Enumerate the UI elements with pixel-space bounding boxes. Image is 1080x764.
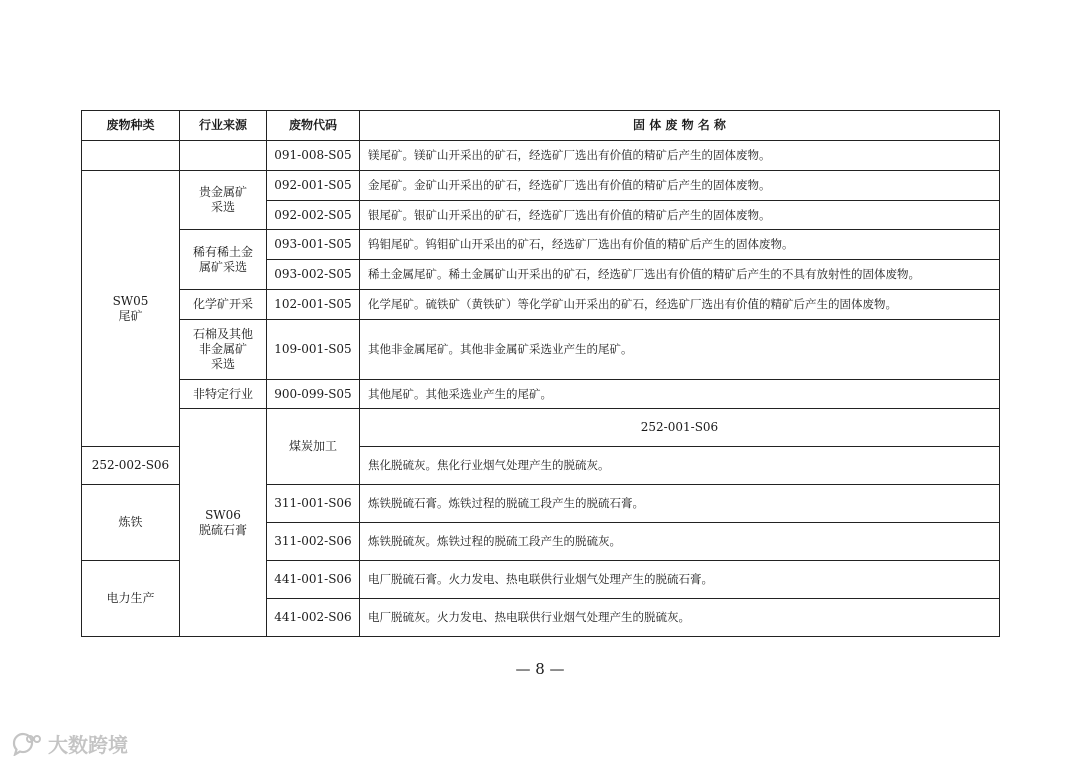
- waste-code: 093-002-S05: [267, 260, 360, 290]
- header-name: 固 体 废 物 名 称: [360, 111, 1000, 141]
- empty-industry-cell: [180, 141, 267, 171]
- table-row: [82, 290, 1000, 320]
- waste-description: 其他尾矿。其他采选业产生的尾矿。: [360, 380, 1000, 409]
- waste-description: 电厂脱硫石膏。火力发电、热电联供行业烟气处理产生的脱硫石膏。: [360, 561, 1000, 599]
- waste-code: 311-002-S06: [267, 523, 360, 561]
- waste-code: 092-002-S05: [267, 201, 360, 230]
- waste-description: 金尾矿。金矿山开采出的矿石，经选矿厂选出有价值的精矿后产生的固体废物。: [360, 171, 1000, 201]
- waste-code: 441-001-S06: [267, 561, 360, 599]
- waste-code: 441-002-S06: [267, 599, 360, 637]
- waste-description: 化学尾矿。硫铁矿（黄铁矿）等化学矿山开采出的矿石，经选矿厂选出有价值的精矿后产生的固体废物。: [360, 290, 1000, 320]
- waste-code: 093-001-S05: [267, 230, 360, 260]
- industry-ironmaking: 炼铁: [82, 485, 180, 561]
- header-code: 废物代码: [267, 111, 360, 141]
- waste-code: 252-002-S06: [82, 447, 180, 485]
- waste-description: 电厂脱硫灰。火力发电、热电联供行业烟气处理产生的脱硫灰。: [360, 599, 1000, 637]
- industry-nonmetal-mining: 石棉及其他 非金属矿 采选: [180, 320, 267, 380]
- waste-code: 252-001-S06: [360, 409, 1000, 447]
- industry-rare-metal: 稀有稀土金 属矿采选: [180, 230, 267, 290]
- category-sw05: SW05 尾矿: [82, 171, 180, 447]
- industry-coal-processing: 煤炭加工: [267, 409, 360, 485]
- waste-description: 银尾矿。银矿山开采出的矿石，经选矿厂选出有价值的精矿后产生的固体废物。: [360, 201, 1000, 230]
- industry-nonspecific: 非特定行业: [180, 380, 267, 409]
- waste-code: 109-001-S05: [267, 320, 360, 380]
- waste-description: 炼铁脱硫石膏。炼铁过程的脱硫工段产生的脱硫石膏。: [360, 485, 1000, 523]
- table-row: [82, 380, 1000, 409]
- waste-description: 镁尾矿。镁矿山开采出的矿石，经选矿厂选出有价值的精矿后产生的固体废物。: [360, 141, 1000, 171]
- empty-category-cell: [82, 141, 180, 171]
- page-number: — 8 —: [515, 660, 565, 678]
- chat-bubble-logo-icon: [10, 730, 44, 756]
- waste-table: [81, 110, 1000, 637]
- category-sw06: SW06 脱硫石膏: [180, 409, 267, 637]
- waste-code: 900-099-S05: [267, 380, 360, 409]
- waste-description: 焦化脱硫灰。焦化行业烟气处理产生的脱硫灰。: [360, 447, 1000, 485]
- watermark: [10, 728, 128, 758]
- industry-power-generation: 电力生产: [82, 561, 180, 637]
- industry-precious-metal: 贵金属矿 采选: [180, 171, 267, 230]
- table-row: [82, 141, 1000, 171]
- waste-code: 091-008-S05: [267, 141, 360, 171]
- header-category: 废物种类: [82, 111, 180, 141]
- waste-code: 092-001-S05: [267, 171, 360, 201]
- table-row: [82, 409, 1000, 447]
- header-row: [82, 111, 1000, 141]
- watermark-text: 大数跨境: [48, 732, 128, 757]
- waste-description: 钨钼尾矿。钨钼矿山开采出的矿石，经选矿厂选出有价值的精矿后产生的固体废物。: [360, 230, 1000, 260]
- waste-code: 311-001-S06: [267, 485, 360, 523]
- table-row: [82, 171, 1000, 201]
- table-row: [82, 230, 1000, 260]
- table-row: [82, 320, 1000, 380]
- header-industry: 行业来源: [180, 111, 267, 141]
- waste-description: 其他非金属尾矿。其他非金属矿采选业产生的尾矿。: [360, 320, 1000, 380]
- waste-description: 稀土金属尾矿。稀土金属矿山开采出的矿石，经选矿厂选出有价值的精矿后产生的不具有放射性的固体废物。: [360, 260, 1000, 290]
- waste-code: 102-001-S05: [267, 290, 360, 320]
- waste-description: 炼铁脱硫灰。炼铁过程的脱硫工段产生的脱硫灰。: [360, 523, 1000, 561]
- industry-chemical-mining: 化学矿开采: [180, 290, 267, 320]
